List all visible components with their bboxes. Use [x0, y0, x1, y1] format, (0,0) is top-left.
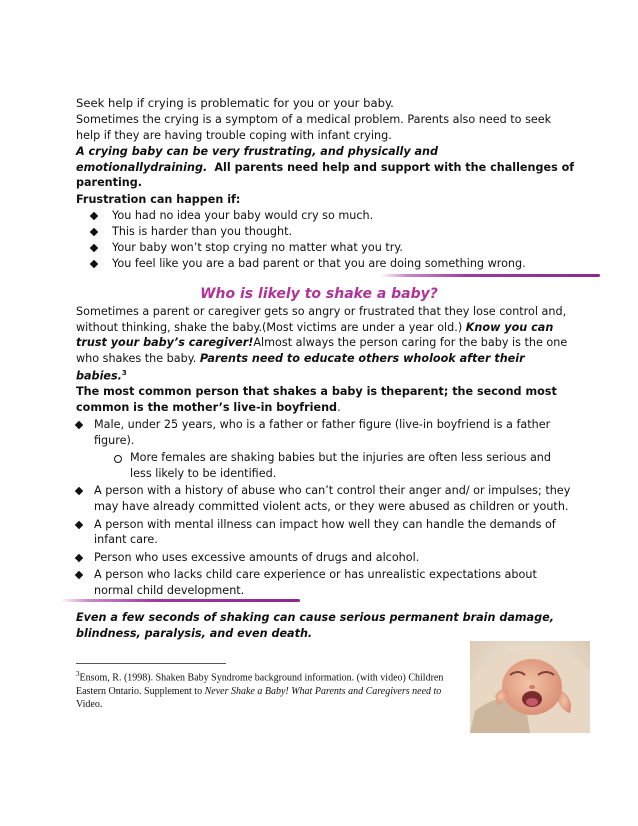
frustration-heading: Frustration can happen if: — [76, 193, 241, 206]
list-item: Male, under 25 years, who is a father or father figure (live-in boyfriend is a father figure). — [76, 417, 576, 448]
footnote: $^3$Ensom, R. (1998). Shaken Baby Syndrome background information. (with video) Children Eastern Ontario. Supplement to Never Shake a Baby! What Parents and Caregivers need to Video. — [76, 670, 444, 711]
bullet-icon — [75, 554, 83, 562]
crying-baby-photo — [470, 641, 590, 733]
list-item: Your baby won’t stop crying no matter what you try. — [76, 240, 576, 256]
bullet-icon — [75, 487, 83, 495]
list-item: This is harder than you thought. — [76, 224, 576, 240]
list-item: A person with a history of abuse who can’t control their anger and/ or impulses; they may have already committed violent acts, or they were abused as children or youth. — [76, 481, 576, 514]
bullet-icon — [75, 421, 83, 429]
support-statement — [76, 144, 576, 191]
closing-warning: Even a few seconds of shaking can cause serious permanent brain damage, blindness, paralysis, and even death. — [76, 611, 554, 640]
bullet-icon — [90, 228, 98, 236]
who-heading: Who is likely to shake a baby? — [200, 286, 438, 302]
list-item: A person who lacks child care experience or has unrealistic expectations about normal child development. — [76, 565, 576, 598]
frustration-list — [76, 208, 576, 272]
shaker-profile-list — [76, 417, 576, 599]
bullet-icon — [90, 260, 98, 268]
frustrating-emphasis: A crying baby can be very frustrating, and physically and emotionallydraining. — [76, 145, 439, 174]
parents-need-help: All parents need help and support with the challenges of parenting. — [76, 160, 575, 190]
closing-divider — [60, 599, 300, 602]
list-item: You had no idea your baby would cry so much. — [76, 208, 576, 224]
list-item: You feel like you are a bad parent or that you are doing something wrong. — [76, 256, 576, 272]
crying-baby-illustration — [470, 641, 590, 733]
footnote-ref: 3 — [121, 369, 127, 378]
most-common-statement: The most common person that shakes a baby is theparent; the second most common is the mother’s live-in boyfriend. — [76, 385, 557, 414]
section-divider — [380, 274, 600, 277]
bullet-icon — [90, 212, 98, 220]
sub-bullet-icon — [114, 455, 122, 463]
trust-caregiver-emphasis: Know you can trust your baby’s caregiver! — [76, 320, 554, 350]
bullet-icon — [75, 520, 83, 528]
list-item: A person with mental illness can impact how well they can handle the demands of infant care. — [76, 515, 576, 548]
intro-paragraph: Sometimes the crying is a symptom of a medical problem. Parents also need to seek help if they are having trouble coping with infant crying. — [76, 113, 552, 142]
bullet-icon — [75, 571, 83, 579]
educate-emphasis: Parents need to educate others wholook after their babies. — [76, 351, 525, 384]
bullet-icon — [90, 244, 98, 252]
list-item: Person who uses excessive amounts of drugs and alcohol. — [76, 548, 576, 566]
who-paragraph: Sometimes a parent or caregiver gets so angry or frustrated that they lose control and, without thinking, shake the baby.(Most victims are under a year old.) Know you can trust your baby’s caregiver!Almost always the person caring for the baby is the one who shakes the baby. Parents need to educate others wholook after their babies.$^3$ — [76, 305, 568, 384]
sub-list-item: More females are shaking babies but the injuries are often less serious and less likely to be identified. — [76, 448, 576, 481]
footnote-separator — [76, 663, 226, 664]
seek-help-heading: Seek help if crying is problematic for you or your baby. — [76, 96, 394, 110]
